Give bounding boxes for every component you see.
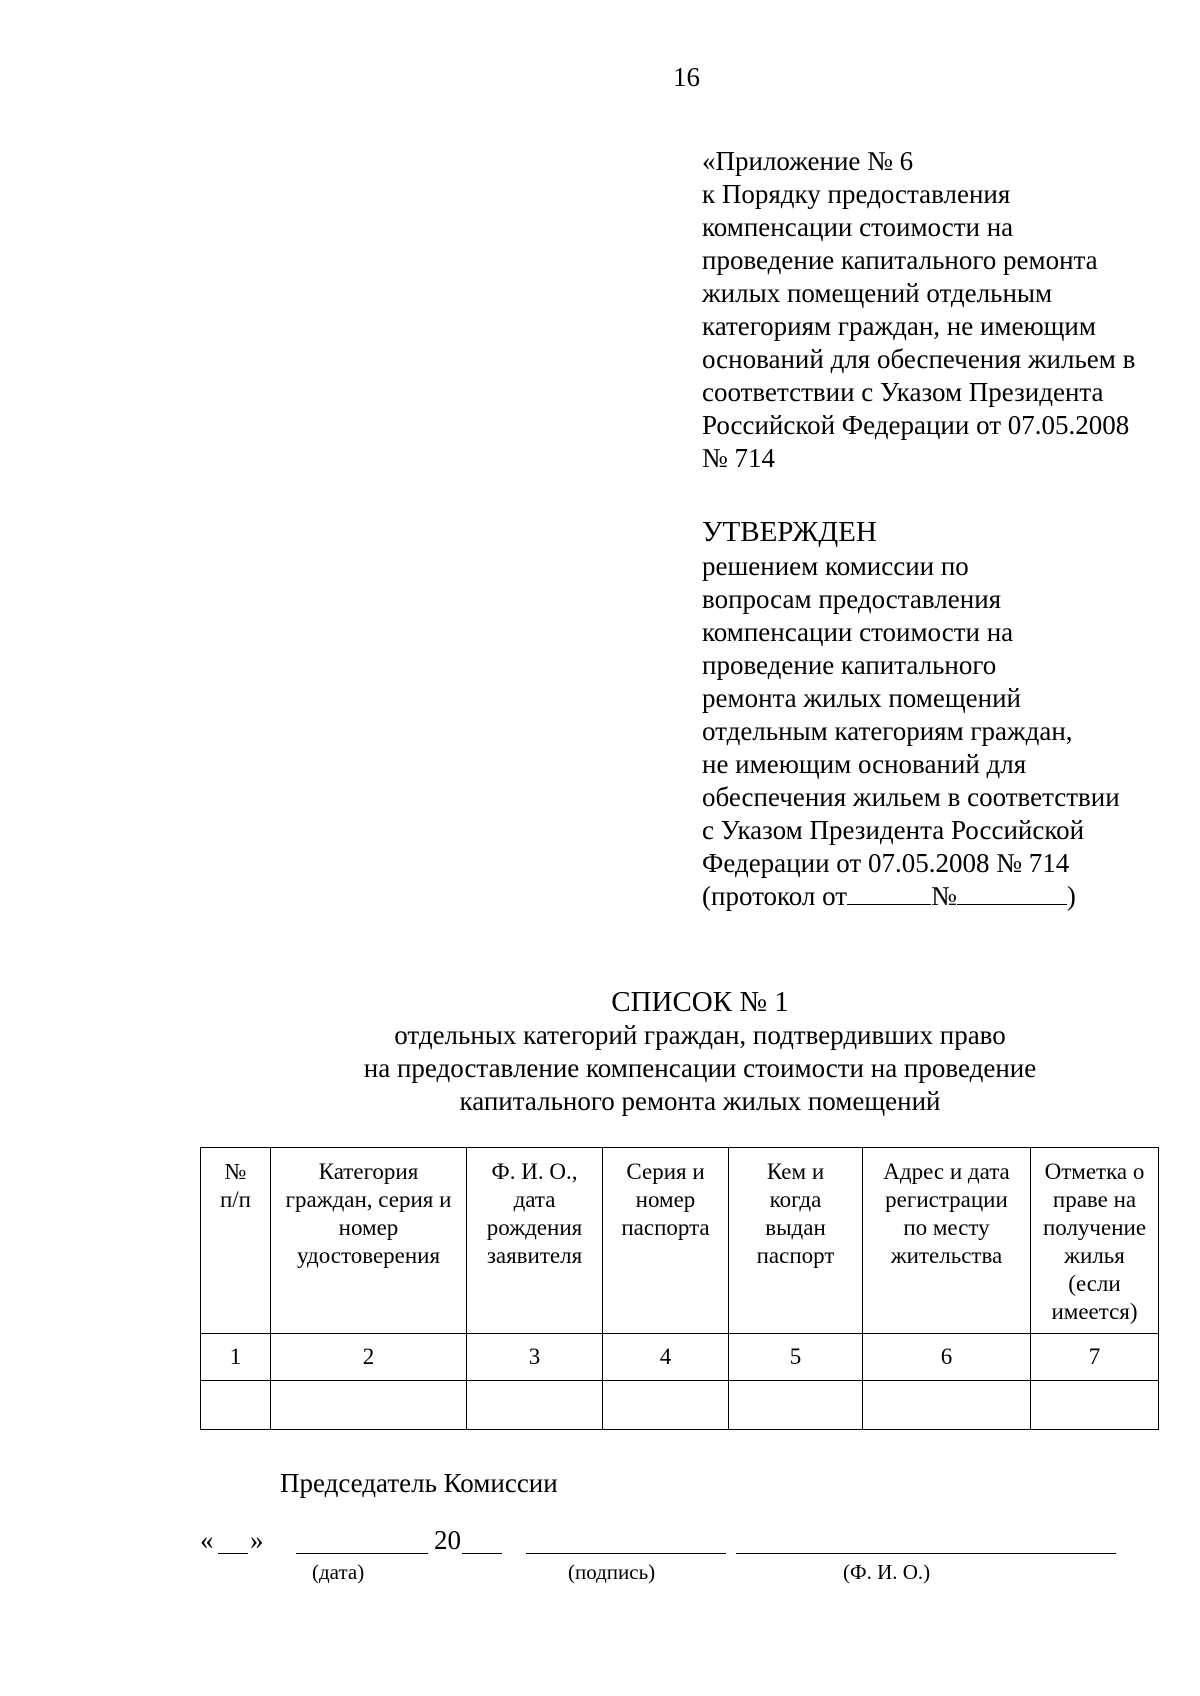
header-cell-fio bbox=[467, 1148, 603, 1334]
appendix-line: проведение капитального ремонта bbox=[702, 245, 1098, 275]
appendix-line: № 714 bbox=[702, 443, 776, 473]
day-blank bbox=[218, 1553, 248, 1554]
header-text: рождения bbox=[486, 1215, 583, 1240]
header-text: (если bbox=[1068, 1271, 1121, 1296]
empty-cell bbox=[1031, 1381, 1159, 1430]
approval-line: отдельным категориям граждан, bbox=[702, 716, 1073, 746]
header-text: Адрес и дата bbox=[883, 1159, 1010, 1184]
empty-cell bbox=[201, 1381, 271, 1430]
protocol-date-blank bbox=[847, 882, 931, 905]
empty-cell bbox=[467, 1381, 603, 1430]
header-text: Кем и bbox=[766, 1159, 825, 1184]
approval-line: Федерации от 07.05.2008 № 714 bbox=[702, 848, 1070, 878]
year-blank bbox=[462, 1553, 502, 1554]
protocol-number-blank bbox=[957, 882, 1067, 905]
table-row bbox=[201, 1381, 1159, 1430]
approval-line: с Указом Президента Российской bbox=[702, 815, 1085, 845]
column-number: 2 bbox=[271, 1334, 467, 1381]
name-blank bbox=[736, 1553, 1116, 1554]
header-text: номер bbox=[635, 1187, 696, 1212]
empty-cell bbox=[729, 1381, 863, 1430]
column-number: 3 bbox=[467, 1334, 603, 1381]
close-quote: » bbox=[250, 1525, 264, 1555]
appendix-line: оснований для обеспечения жильем в bbox=[702, 344, 1136, 374]
chairman-label: Председатель Комиссии bbox=[280, 1468, 558, 1498]
list-title: СПИСОК № 1 bbox=[611, 986, 789, 1018]
header-cell-issued-by bbox=[729, 1148, 863, 1334]
list-heading bbox=[200, 985, 1200, 1118]
appendix-line: соответствии с Указом Президента bbox=[702, 377, 1104, 407]
header-text: удостоверения bbox=[296, 1243, 441, 1268]
month-blank bbox=[296, 1553, 428, 1554]
header-cell-category bbox=[271, 1148, 467, 1334]
approval-line: проведение капитального bbox=[702, 650, 997, 680]
signature-blank bbox=[526, 1553, 726, 1554]
appendix-block bbox=[702, 145, 1135, 475]
header-text: дата bbox=[513, 1187, 556, 1212]
header-text: паспорт bbox=[756, 1243, 835, 1268]
list-subtitle-line: капитального ремонта жилых помещений bbox=[459, 1086, 941, 1116]
appendix-line: компенсации стоимости на bbox=[702, 212, 1014, 242]
header-cell-passport bbox=[603, 1148, 729, 1334]
year-prefix: 20 bbox=[434, 1525, 461, 1555]
header-text: Серия и bbox=[626, 1159, 705, 1184]
appendix-line: категориям граждан, не имеющим bbox=[702, 311, 1096, 341]
page-number: 16 bbox=[673, 62, 700, 92]
citizens-list-table bbox=[200, 1147, 1159, 1430]
empty-cell bbox=[863, 1381, 1031, 1430]
empty-cell bbox=[271, 1381, 467, 1430]
header-text: граждан, серия и bbox=[285, 1187, 452, 1212]
header-text: Категория bbox=[318, 1159, 419, 1184]
approval-line: решением комиссии по bbox=[702, 551, 969, 581]
approval-title: УТВЕРЖДЕН bbox=[702, 516, 877, 548]
empty-cell bbox=[603, 1381, 729, 1430]
header-text: выдан bbox=[765, 1215, 826, 1240]
header-text: № bbox=[224, 1159, 247, 1184]
approval-line: вопросам предоставления bbox=[702, 584, 1002, 614]
header-text: паспорта bbox=[621, 1215, 710, 1240]
protocol-prefix: (протокол от bbox=[702, 881, 848, 911]
appendix-line: к Порядку предоставления bbox=[702, 179, 1011, 209]
approval-line: компенсации стоимости на bbox=[702, 617, 1014, 647]
header-text: Ф. И. О., bbox=[491, 1159, 578, 1184]
header-text: Отметка о bbox=[1044, 1159, 1145, 1184]
approval-block bbox=[702, 514, 1120, 913]
header-cell-address bbox=[863, 1148, 1031, 1334]
header-cell-housing-mark bbox=[1031, 1148, 1159, 1334]
header-text: когда bbox=[769, 1187, 822, 1212]
appendix-line: «Приложение № 6 bbox=[702, 146, 914, 176]
approval-line: обеспечения жильем в соответствии bbox=[702, 782, 1120, 812]
header-text: жительства bbox=[890, 1243, 1003, 1268]
header-text: праве на bbox=[1052, 1187, 1137, 1212]
column-number: 4 bbox=[603, 1334, 729, 1381]
header-text: п/п bbox=[219, 1187, 251, 1212]
name-caption: (Ф. И. О.) bbox=[843, 1560, 931, 1584]
header-text: имеется) bbox=[1051, 1299, 1138, 1324]
header-text: получение bbox=[1042, 1215, 1147, 1240]
list-subtitle-line: на предоставление компенсации стоимости на проведение bbox=[363, 1053, 1037, 1083]
date-caption: (дата) bbox=[312, 1560, 365, 1584]
column-number-row bbox=[201, 1334, 1159, 1381]
appendix-line: жилых помещений отдельным bbox=[702, 278, 1053, 308]
column-number: 1 bbox=[201, 1334, 271, 1381]
header-text: заявителя bbox=[486, 1243, 583, 1268]
approval-line: не имеющим оснований для bbox=[702, 749, 1027, 779]
appendix-line: Российской Федерации от 07.05.2008 bbox=[702, 410, 1130, 440]
table-header-row bbox=[201, 1148, 1159, 1334]
open-quote: « bbox=[200, 1525, 214, 1555]
column-number: 6 bbox=[863, 1334, 1031, 1381]
list-subtitle bbox=[200, 1019, 1200, 1118]
header-text: по месту bbox=[903, 1215, 990, 1240]
header-text: регистрации bbox=[885, 1187, 1008, 1212]
protocol-number-sign: № bbox=[931, 881, 957, 911]
header-text: жилья bbox=[1064, 1243, 1125, 1268]
approval-line: ремонта жилых помещений bbox=[702, 683, 1021, 713]
list-subtitle-line: отдельных категорий граждан, подтвердивших право bbox=[394, 1020, 1006, 1050]
column-number: 7 bbox=[1031, 1334, 1159, 1381]
header-cell-number bbox=[201, 1148, 271, 1334]
column-number: 5 bbox=[729, 1334, 863, 1381]
protocol-line bbox=[702, 880, 1120, 913]
header-text: номер bbox=[338, 1215, 399, 1240]
signature-caption: (подпись) bbox=[568, 1560, 656, 1584]
protocol-suffix: ) bbox=[1066, 881, 1076, 911]
